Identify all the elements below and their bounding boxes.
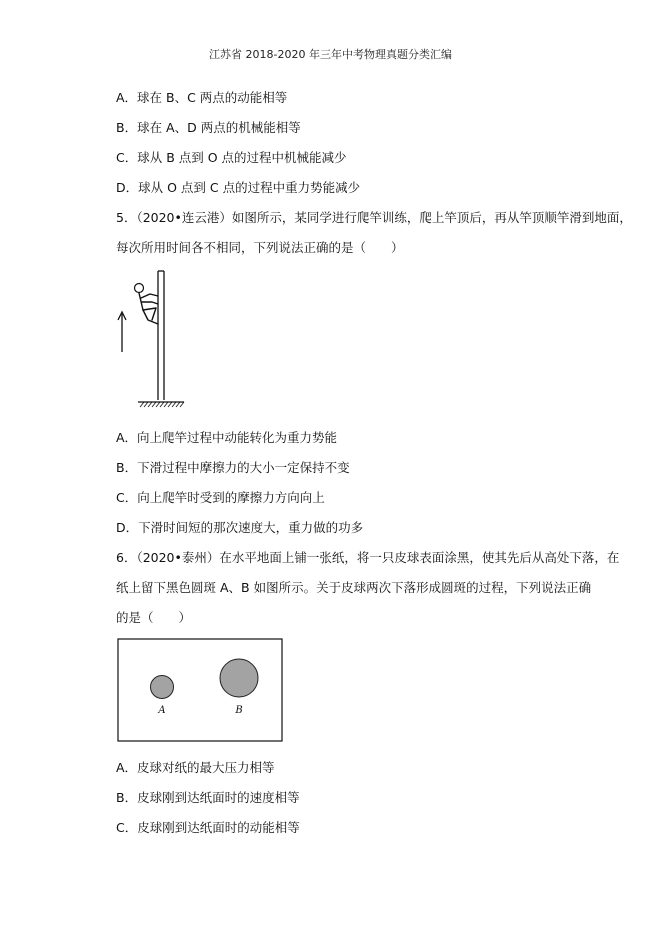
q4-option-b: B．球在 A、D 两点的机械能相等 (116, 120, 301, 135)
pole-climbing-figure (108, 268, 188, 413)
q4-option-c: C．球从 B 点到 O 点的过程中机械能减少 (116, 150, 347, 165)
q6-stem-line1: 6．（2020•泰州）在水平地面上铺一张纸，将一只皮球表面涂黑，使其先后从高处下落，在 (116, 550, 620, 565)
q5-option-d: D．下滑时间短的那次速度大，重力做的功多 (116, 520, 364, 535)
q6-stem-line2: 纸上留下黑色圆斑 A、B 如图所示。关于皮球两次下落形成圆斑的过程，下列说法正确 (116, 580, 592, 595)
q5-option-c: C．向上爬竿时受到的摩擦力方向向上 (116, 490, 325, 505)
spot-b-label: B (235, 705, 243, 716)
q6-option-c: C．皮球刚到达纸面时的动能相等 (116, 820, 300, 835)
q4-option-a: A．球在 B、C 两点的动能相等 (116, 90, 288, 105)
q6-option-b: B．皮球刚到达纸面时的速度相等 (116, 790, 300, 805)
q5-option-b: B．下滑过程中摩擦力的大小一定保持不变 (116, 460, 350, 475)
q6-option-a: A．皮球对纸的最大压力相等 (116, 760, 275, 775)
spot-a-label: A (158, 705, 166, 716)
spot-a (151, 676, 174, 699)
q5-option-a: A．向上爬竿过程中动能转化为重力势能 (116, 430, 338, 445)
q6-stem-line3: 的是（ ） (116, 610, 192, 625)
q5-stem-line2: 每次所用时间各不相同，下列说法正确的是（ ） (116, 240, 404, 255)
q5-stem-line1: 5．（2020•连云港）如图所示，某同学进行爬竿训练，爬上竿顶后，再从竿顶顺竿滑到地面， (116, 210, 632, 225)
q4-option-d: D．球从 O 点到 C 点的过程中重力势能减少 (116, 180, 361, 195)
spot-b (220, 659, 258, 697)
page-header: 江苏省 2018-2020 年三年中考物理真题分类汇编 (209, 48, 452, 61)
paper-spots-figure (117, 638, 285, 744)
